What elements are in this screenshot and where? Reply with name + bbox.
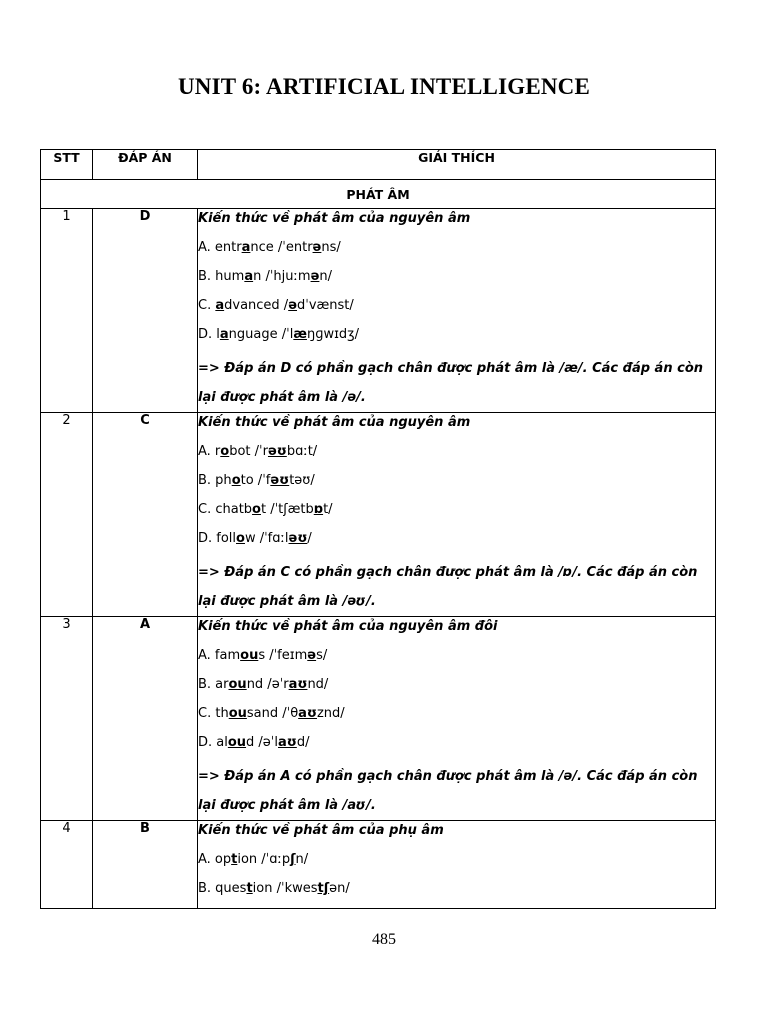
answer-letter: A — [93, 617, 198, 821]
option-text: d/ — [296, 735, 310, 750]
explanation-heading: Kiến thức về phát âm của nguyên âm đôi — [198, 619, 498, 634]
option-text: A. entr — [198, 240, 242, 255]
option-line — [198, 296, 715, 325]
option-text: znd/ — [316, 706, 345, 721]
table-header-row — [41, 150, 716, 180]
option-text: n /ˈhjuːm — [253, 269, 311, 284]
underlined-sound: a — [219, 327, 229, 342]
option-text: A. op — [198, 852, 232, 867]
underlined-sound: a — [215, 298, 225, 313]
underlined-sound: t — [231, 852, 238, 867]
underlined-sound: əʊ — [267, 444, 287, 459]
section-title: PHÁT ÂM — [41, 180, 716, 209]
header-answer: ĐÁP ÁN — [93, 150, 198, 180]
option-text: D. l — [198, 327, 220, 342]
underlined-sound: t — [246, 881, 253, 896]
option-text: d /əˈl — [246, 735, 278, 750]
explanation-heading: Kiến thức về phát âm của nguyên âm — [198, 211, 471, 226]
option-line — [198, 442, 715, 471]
underlined-sound: ə — [307, 648, 317, 663]
option-text: n/ — [295, 852, 309, 867]
option-line — [198, 704, 715, 733]
option-text: C. chatb — [198, 502, 253, 517]
underlined-sound: o — [220, 444, 230, 459]
option-text: ns/ — [321, 240, 341, 255]
question-number: 2 — [41, 413, 93, 617]
option-text: C. — [198, 298, 216, 313]
option-line — [198, 529, 715, 558]
option-text: C. th — [198, 706, 229, 721]
underlined-sound: ə — [310, 269, 320, 284]
option-text: A. r — [198, 444, 221, 459]
underlined-sound: ou — [227, 735, 247, 750]
option-line — [198, 646, 715, 675]
underlined-sound: əʊ — [270, 473, 290, 488]
option-text: təʊ/ — [289, 473, 315, 488]
underlined-sound: aʊ — [278, 735, 297, 750]
explanation-cell — [198, 821, 716, 909]
underlined-sound: ʃ — [290, 852, 296, 867]
underlined-sound: ə — [312, 240, 322, 255]
option-text: ion /ˈkwes — [252, 881, 318, 896]
option-text: to /ˈf — [240, 473, 271, 488]
page-title: UNIT 6: ARTIFICIAL INTELLIGENCE — [177, 74, 591, 99]
underlined-sound: ou — [240, 648, 259, 663]
table-body — [41, 180, 716, 909]
option-text: n/ — [319, 269, 333, 284]
page-number: 485 — [372, 931, 396, 948]
underlined-sound: o — [252, 502, 261, 517]
underlined-sound: əʊ — [288, 531, 308, 546]
header-explanation: GIẢI THÍCH — [198, 150, 716, 180]
answer-conclusion: => Đáp án A có phần gạch chân được phát âm là /ə/. Các đáp án còn lại được phát âm là /aʊ/. — [198, 769, 698, 813]
answer-table — [40, 149, 716, 909]
option-text: B. ar — [198, 677, 229, 692]
underlined-sound: ou — [228, 706, 247, 721]
question-number: 1 — [41, 209, 93, 413]
table-row — [41, 617, 716, 821]
answer-letter: C — [93, 413, 198, 617]
option-line — [198, 675, 715, 704]
option-text: nce /ˈentr — [250, 240, 313, 255]
underlined-sound: a — [244, 269, 254, 284]
option-text: ion /ˈɑːp — [237, 852, 291, 867]
option-text: ən/ — [329, 881, 350, 896]
question-number: 4 — [41, 821, 93, 909]
option-text: t/ — [323, 502, 333, 517]
option-text: bɑːt/ — [286, 444, 318, 459]
option-line — [198, 471, 715, 500]
answer-letter: B — [93, 821, 198, 909]
explanation-heading: Kiến thức về phát âm của phụ âm — [198, 823, 444, 838]
option-line — [198, 879, 715, 908]
option-text: B. hum — [198, 269, 245, 284]
explanation-cell — [198, 209, 716, 413]
option-text: D. al — [198, 735, 228, 750]
option-text: dvanced / — [224, 298, 289, 313]
option-text: s/ — [316, 648, 328, 663]
answer-conclusion: => Đáp án D có phần gạch chân được phát âm là /æ/. Các đáp án còn lại được phát âm là /ə/. — [198, 361, 704, 405]
option-text: s /ˈfeɪm — [258, 648, 308, 663]
option-text: sand /ˈθ — [246, 706, 299, 721]
underlined-sound: aʊ — [288, 677, 308, 692]
explanation-cell — [198, 617, 716, 821]
option-text: D. foll — [198, 531, 237, 546]
answer-letter: D — [93, 209, 198, 413]
option-line — [198, 267, 715, 296]
option-text: B. ques — [198, 881, 247, 896]
answer-conclusion: => Đáp án C có phần gạch chân được phát âm là /ɒ/. Các đáp án còn lại được phát âm là /əʊ/. — [198, 565, 698, 609]
question-number: 3 — [41, 617, 93, 821]
option-text: dˈvænst/ — [297, 298, 354, 313]
option-text: B. ph — [198, 473, 232, 488]
option-text: bot /ˈr — [229, 444, 268, 459]
option-text: nguage /ˈl — [228, 327, 294, 342]
option-line — [198, 325, 715, 354]
option-text: w /ˈfɑːl — [244, 531, 289, 546]
underlined-sound: aʊ — [298, 706, 317, 721]
underlined-sound: ɒ — [313, 502, 324, 517]
table-row — [41, 821, 716, 909]
option-text: nd /əˈr — [246, 677, 289, 692]
option-line — [198, 500, 715, 529]
option-text: A. fam — [198, 648, 241, 663]
table-row — [41, 413, 716, 617]
option-text: ŋɡwɪdʒ/ — [306, 327, 360, 342]
underlined-sound: æ — [293, 327, 307, 342]
underlined-sound: o — [231, 473, 241, 488]
underlined-sound: o — [236, 531, 245, 546]
option-line — [198, 850, 715, 879]
table-row — [41, 209, 716, 413]
explanation-cell — [198, 413, 716, 617]
option-text: / — [307, 531, 312, 546]
underlined-sound: tʃ — [317, 881, 330, 896]
explanation-heading: Kiến thức về phát âm của nguyên âm — [198, 415, 471, 430]
section-row — [41, 180, 716, 209]
option-line — [198, 733, 715, 762]
underlined-sound: ə — [288, 298, 298, 313]
header-stt: STT — [41, 150, 93, 180]
option-text: t /ˈtʃætb — [260, 502, 314, 517]
underlined-sound: ou — [228, 677, 247, 692]
option-line — [198, 238, 715, 267]
option-text: nd/ — [307, 677, 329, 692]
underlined-sound: a — [241, 240, 251, 255]
